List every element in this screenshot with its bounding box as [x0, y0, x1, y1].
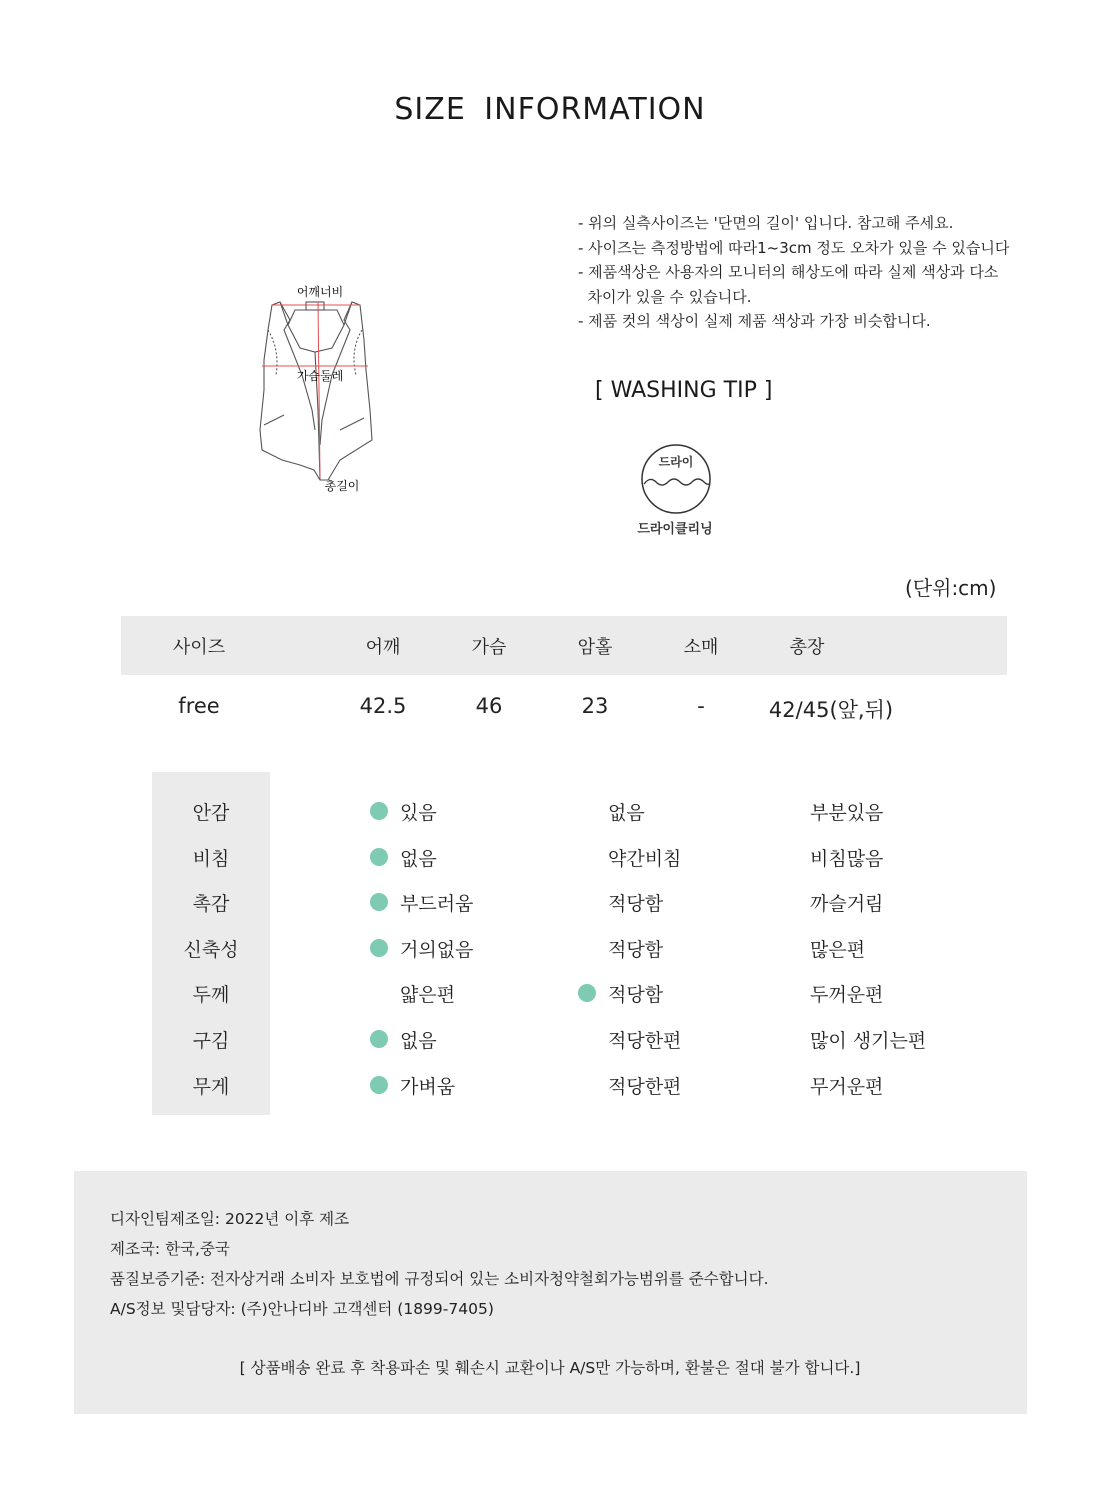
dry-icon-text: 드라이 — [658, 455, 694, 469]
footer-line: A/S정보 및담당자: (주)안나디바 고객센터 (1899-7405) — [110, 1300, 494, 1318]
selected-indicator-dot — [370, 1030, 388, 1048]
note-line: - 제품색상은 사용자의 모니터의 해상도에 따라 실제 색상과 다소 — [578, 263, 999, 281]
fabric-option: 없음 — [400, 848, 437, 870]
shoulder-label: 어깨너비 — [296, 285, 344, 299]
size-value-cell: 46 — [475, 694, 503, 718]
fabric-option: 많은편 — [810, 939, 866, 961]
chest-label: 가슴둘레 — [296, 369, 344, 383]
fabric-option: 부분있음 — [810, 802, 884, 824]
length-label: 총길이 — [324, 479, 360, 493]
fabric-option: 적당한편 — [608, 1076, 682, 1098]
selected-indicator-dot — [370, 939, 388, 957]
fabric-option: 적당함 — [608, 893, 664, 915]
fabric-option: 부드러움 — [400, 893, 474, 915]
fabric-option: 없음 — [400, 1030, 437, 1052]
note-line: - 위의 실측사이즈는 '단면의 길이' 입니다. 참고해 주세요. — [578, 214, 954, 232]
size-value-cell: 23 — [581, 694, 609, 718]
fabric-row-label: 비침 — [192, 848, 230, 870]
refund-notice: [ 상품배송 완료 후 착용파손 및 훼손시 교환이나 A/S만 가능하며, 환불은 절대 불가 합니다.] — [239, 1359, 861, 1377]
size-value-cell: 42.5 — [359, 694, 407, 718]
size-value-cell: - — [697, 694, 705, 718]
fabric-option: 적당한편 — [608, 1030, 682, 1052]
size-value-cell: 42/45(앞,뒤) — [768, 698, 894, 722]
size-header-cell: 어깨 — [365, 637, 401, 658]
fabric-option: 많이 생기는편 — [810, 1030, 927, 1052]
fabric-row-label: 촉감 — [192, 893, 230, 915]
size-header-cell: 사이즈 — [172, 637, 226, 658]
fabric-option: 무거운편 — [810, 1076, 884, 1098]
fabric-row-label: 신축성 — [183, 939, 239, 961]
size-header-cell: 총장 — [789, 637, 825, 658]
size-notes — [578, 211, 1048, 334]
fabric-option: 두꺼운편 — [810, 984, 884, 1006]
size-header-cell: 가슴 — [471, 637, 507, 658]
fabric-option: 없음 — [608, 802, 645, 824]
size-header-cell: 암홀 — [577, 637, 613, 658]
fabric-option: 얇은편 — [400, 984, 456, 1006]
note-line: - 사이즈는 측정방법에 따라1~3cm 정도 오차가 있을 수 있습니다 — [578, 238, 1010, 257]
dry-clean-label: 드라이클리닝 — [637, 522, 713, 537]
fabric-row-label: 구김 — [192, 1030, 230, 1052]
selected-indicator-dot — [370, 1076, 388, 1094]
selected-indicator-dot — [578, 984, 596, 1002]
size-value-cell: free — [178, 694, 220, 718]
selected-indicator-dot — [370, 893, 388, 911]
selected-indicator-dot — [370, 802, 388, 820]
selected-indicator-dot — [370, 848, 388, 866]
footer-line: 품질보증기준: 전자상거래 소비자 보호법에 규정되어 있는 소비자청약철회가능범위를 준수합니다. — [110, 1270, 769, 1288]
fabric-option: 비침많음 — [810, 848, 884, 870]
footer-line: 제조국: 한국,중국 — [110, 1240, 230, 1258]
fabric-option: 가벼움 — [400, 1076, 456, 1098]
page-title: SIZE INFORMATION — [394, 92, 706, 127]
size-header-cell: 소매 — [683, 637, 719, 658]
fabric-row-label: 두께 — [192, 984, 230, 1006]
size-table-header — [121, 616, 1007, 675]
vest-diagram — [240, 280, 390, 495]
fabric-row-label: 무게 — [192, 1076, 230, 1098]
footer-line: 디자인팀제조일: 2022년 이후 제조 — [110, 1210, 350, 1228]
fabric-row-label: 안감 — [192, 802, 230, 824]
dry-clean-icon — [636, 442, 716, 517]
fabric-option: 적당함 — [608, 984, 664, 1006]
note-line: 차이가 있을 수 있습니다. — [578, 287, 752, 306]
note-line: - 제품 컷의 색상이 실제 제품 색상과 가장 비슷합니다. — [578, 312, 931, 330]
fabric-option: 적당함 — [608, 939, 664, 961]
unit-label: (단위:cm) — [905, 576, 997, 600]
fabric-option: 약간비침 — [608, 848, 682, 870]
washing-tip-title: [ WASHING TIP ] — [595, 378, 773, 403]
fabric-option: 까슬거림 — [810, 893, 884, 915]
fabric-option: 거의없음 — [400, 939, 474, 961]
fabric-option: 있음 — [400, 802, 437, 824]
